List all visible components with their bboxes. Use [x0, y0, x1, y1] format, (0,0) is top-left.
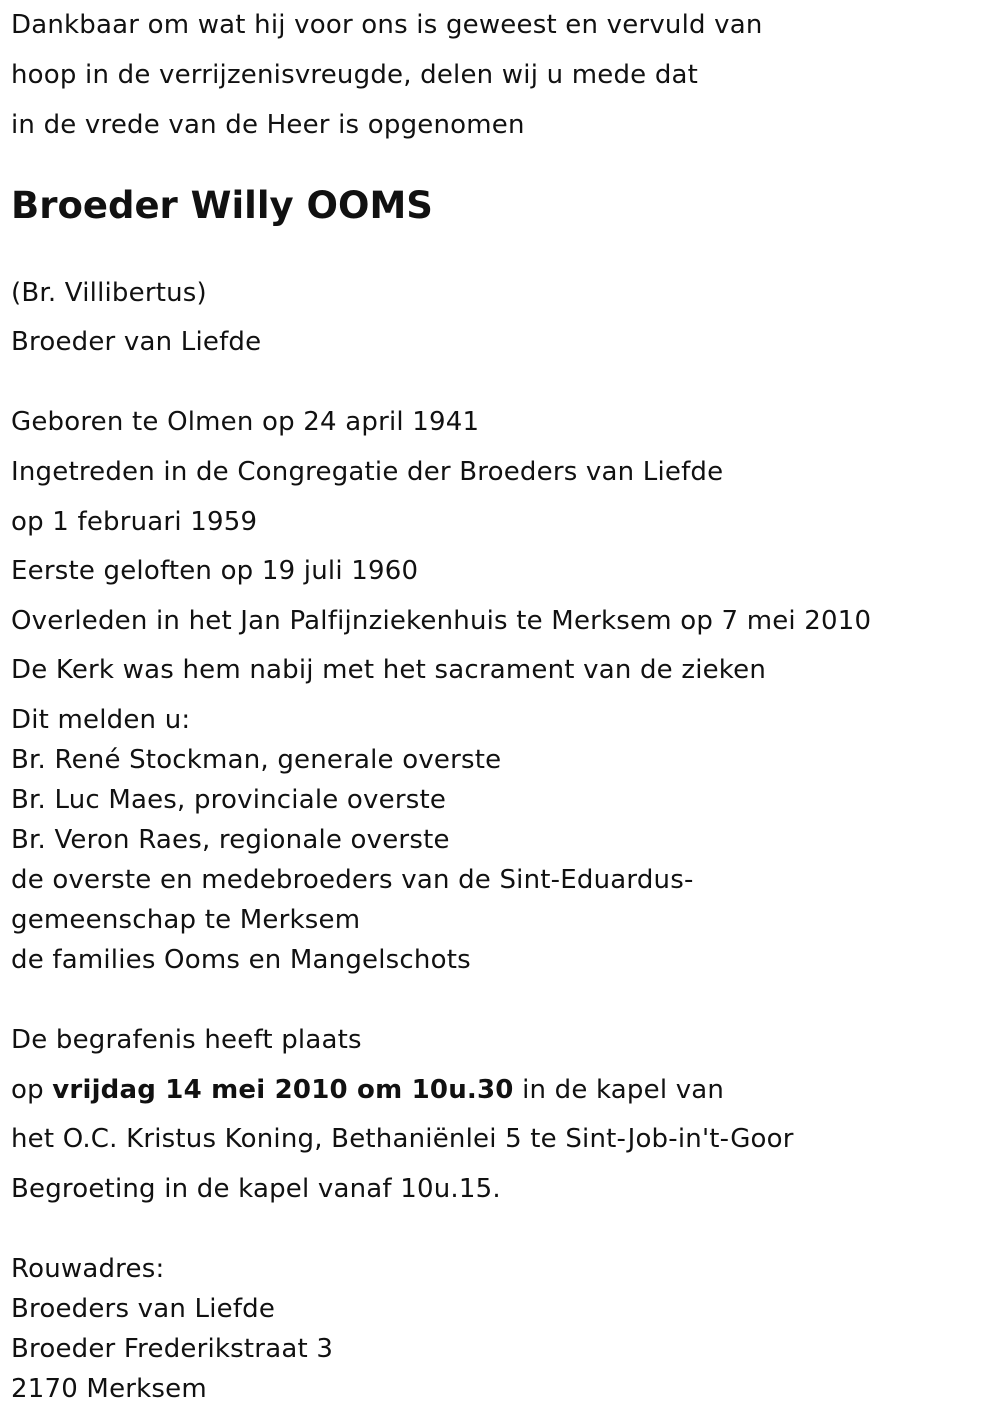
vows-line: Eerste geloften op 19 juli 1960 [11, 556, 419, 586]
entered-date-line: op 1 februari 1959 [11, 507, 258, 537]
intro-line-1: Dankbaar om wat hij voor ons is geweest en vervuld van [11, 10, 763, 40]
sacrament-line: De Kerk was hem nabij met het sacrament van de zieken [11, 655, 767, 685]
intro-line-3: in de vrede van de Heer is opgenomen [11, 110, 525, 140]
announcer-line: de overste en medebroeders van de Sint-Eduardus- [11, 865, 694, 895]
announcers-heading: Dit melden u: [11, 705, 191, 735]
address-heading: Rouwadres: [11, 1254, 165, 1284]
funeral-greeting: Begroeting in de kapel vanaf 10u.15. [11, 1174, 501, 1204]
congregation: Broeder van Liefde [11, 327, 262, 357]
address-line: 2170 Merksem [11, 1374, 207, 1404]
funeral-suffix: in de kapel van [522, 1075, 725, 1105]
announcer-line: gemeenschap te Merksem [11, 905, 361, 935]
died-line: Overleden in het Jan Palfijnziekenhuis te Merksem op 7 mei 2010 [11, 606, 872, 636]
entered-line: Ingetreden in de Congregatie der Broeders van Liefde [11, 457, 724, 487]
announcer-line: de families Ooms en Mangelschots [11, 945, 471, 975]
deceased-name: Broeder Willy OOMS [11, 184, 433, 227]
funeral-location: het O.C. Kristus Koning, Bethaniënlei 5 te Sint-Job-in't-Goor [11, 1124, 794, 1154]
religious-name: (Br. Villibertus) [11, 278, 207, 308]
address-line: Broeders van Liefde [11, 1294, 276, 1324]
announcer-line: Br. Veron Raes, regionale overste [11, 825, 450, 855]
intro-line-2: hoop in de verrijzenisvreugde, delen wij u mede dat [11, 60, 699, 90]
announcer-line: Br. Luc Maes, provinciale overste [11, 785, 447, 815]
funeral-line-1: De begrafenis heeft plaats [11, 1025, 362, 1055]
announcer-line: Br. René Stockman, generale overste [11, 745, 502, 775]
address-line: Broeder Frederikstraat 3 [11, 1334, 334, 1364]
funeral-prefix: op [11, 1075, 44, 1105]
born-line: Geboren te Olmen op 24 april 1941 [11, 407, 480, 437]
funeral-line-2 [11, 1073, 724, 1107]
funeral-datetime: vrijdag 14 mei 2010 om 10u.30 [52, 1075, 514, 1105]
